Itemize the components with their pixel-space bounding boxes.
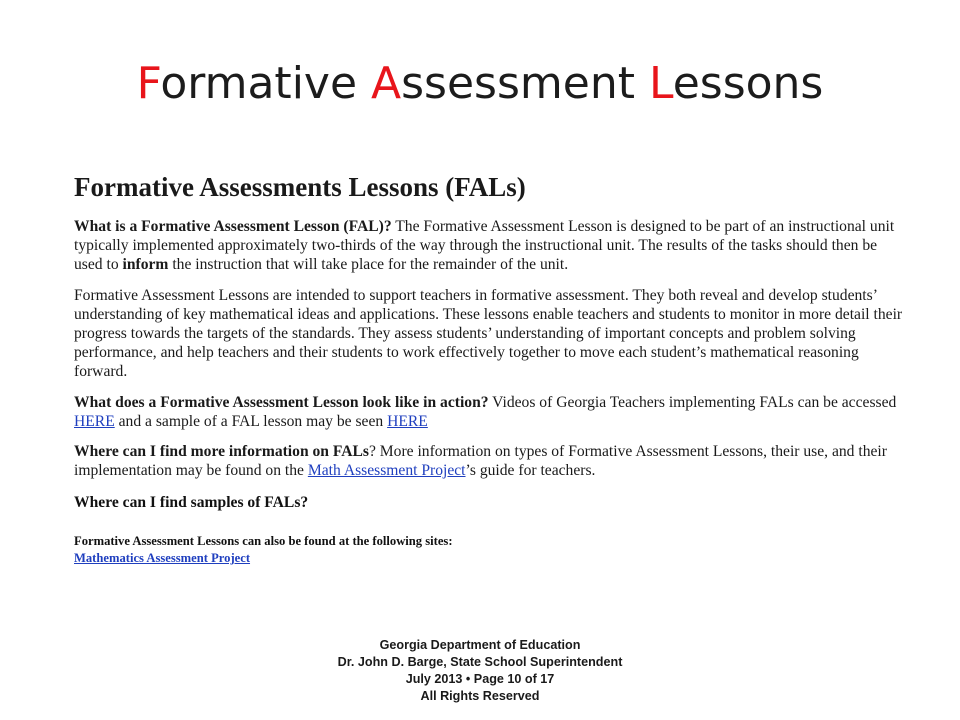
slide-title [0, 58, 960, 109]
mathematics-assessment-project-link[interactable]: Mathematics Assessment Project [74, 551, 251, 566]
paragraph-what-is-fal [74, 217, 904, 275]
title-part-3: essons [672, 58, 824, 109]
document-excerpt [74, 172, 904, 567]
paragraph-more-info [74, 442, 904, 480]
paragraph-text: The Formative Assessment Lesson is designed to be part of an instructional unit typically implemented approximately two-thirds of the way through the instructional unit. The results of the tasks should then be used to [74, 218, 895, 274]
title-letter-l: L [648, 58, 673, 109]
math-assessment-project-link[interactable]: Math Assessment Project [307, 462, 466, 480]
title-part-1: ormative [160, 58, 372, 109]
document-footer [0, 637, 960, 705]
sample-lesson-here-link[interactable]: HERE [387, 412, 428, 430]
question-samples: Where can I find samples of FALs? [74, 494, 309, 512]
question-what-is-fal: What is a Formative Assessment Lesson (FAL)? [74, 218, 392, 235]
videos-here-link[interactable]: HERE [74, 412, 115, 430]
paragraph-text: the instruction that will take place for the remainder of the unit. [168, 256, 569, 274]
question-fal-in-action: What does a Formative Assessment Lesson look like in action? [74, 393, 489, 411]
paragraph-text: and a sample of a FAL lesson may be seen [114, 412, 388, 430]
footer-line-rights: All Rights Reserved [420, 689, 540, 703]
paragraph-fal-purpose: Formative Assessment Lessons are intended to support teachers in formative assessment. They both reveal and develop students’ understanding of key mathematical ideas and applications. These lessons enable teachers and students to monitor in more detail their progress towards the targets of the standards. They assess students’ understanding of important concepts and problem solving performance, and help teachers and their students to work effectively together to move each student’s mathematical reasoning forward. [74, 286, 903, 381]
emphasis-inform: inform [122, 256, 169, 274]
footer-line-department: Georgia Department of Education [379, 638, 581, 652]
title-letter-a: A [371, 58, 402, 109]
title-part-2: ssessment [401, 58, 649, 109]
paragraph-text: Videos of Georgia Teachers implementing FALs can be accessed [488, 393, 897, 411]
paragraph-text: ’s guide for teachers. [465, 462, 596, 480]
paragraph-text: ? More information on types of Formative Assessment Lessons, their use, and their implementation may be found on the [74, 443, 887, 480]
sites-label: Formative Assessment Lessons can also be found at the following sites: [74, 534, 453, 549]
paragraph-fal-in-action [74, 393, 904, 431]
title-letter-f: F [136, 58, 161, 109]
document-heading: Formative Assessments Lessons (FALs) [74, 172, 526, 202]
footer-line-superintendent: Dr. John D. Barge, State School Superintendent [337, 655, 623, 669]
question-more-info: Where can I find more information on FALs [74, 443, 369, 461]
footer-line-page: July 2013 • Page 10 of 17 [405, 672, 555, 686]
